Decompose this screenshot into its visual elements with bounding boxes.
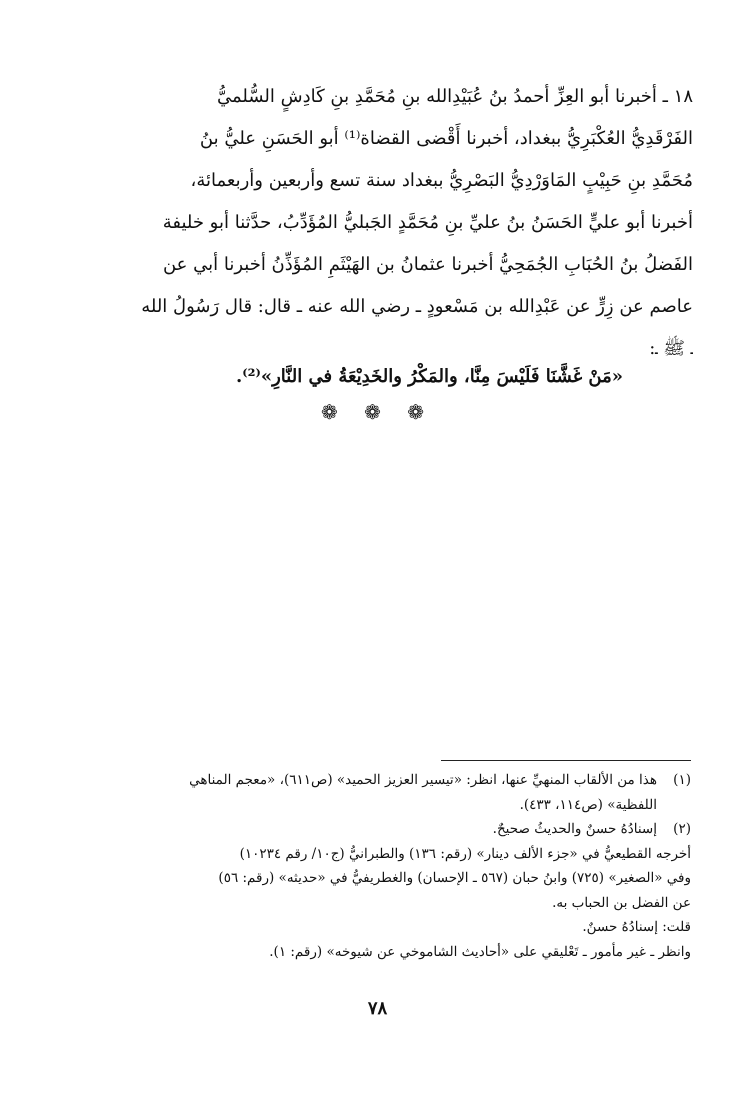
main-text-line: الفَرْقَدِيُّ العُكْبَرِيُّ ببغداد، أخبرنا أَقْضى القضاة⁽¹⁾ أبو الحَسَنِ عليُّ بنُ — [199, 128, 693, 149]
footnote-line: إسنادُهُ حسنٌ والحديثُ صحيحٌ. — [492, 821, 657, 837]
footnote-divider — [441, 760, 691, 761]
footnote-number: (١) — [673, 772, 691, 788]
footnote-2 — [86, 817, 691, 842]
main-text-line: ١٨ ـ أخبرنا أبو العِزِّ أحمدُ بنُ عُبَيْدِالله بنِ مُحَمَّدِ بنِ كَادِشٍ السُّلميُّ — [216, 86, 693, 107]
footnote-line: قلت: إسنادُهُ حسنٌ. — [582, 919, 691, 935]
footnotes — [86, 768, 691, 964]
main-text-line: الفَضلُ بنُ الحُبَابِ الجُمَحِيُّ أخبرنا عثمانُ بن الهَيْثَمِ المُؤَذِّنُ أخبرنا أبي عن — [162, 254, 693, 275]
main-text-line: ـ ﷺ ـ: — [649, 338, 693, 359]
footnote-1 — [86, 768, 691, 817]
footnote-line: أخرجه القطيعيُّ في «جزء الألف دينار» (رقم: ١٣٦) والطبرانيُّ (ج١٠/ رقم ١٠٢٣٤) — [239, 845, 691, 862]
footnote-line: عن الفضل بن الحباب به. — [552, 894, 691, 911]
main-text-line: عاصم عن زِرٍّ عن عَبْدِالله بن مَسْعودٍ ـ رضي الله عنه ـ قال: قال رَسُولُ الله — [141, 296, 693, 317]
footnote-line: اللفظية» (ص١١٤، ٤٣٣). — [519, 796, 657, 813]
section-separator: ❁ ❁ ❁ — [321, 400, 434, 424]
footnote-line: وفي «الصغير» (٧٢٥) وابنُ حبان (٥٦٧ ـ الإحسان) والغطريفيُّ في «حديثه» (رقم: ٥٦) — [218, 870, 691, 886]
footnote-line: وانظر ـ غير مأمور ـ تَعْليقي على «أحاديث الشاموخي عن شيوخه» (رقم: ١). — [269, 943, 691, 960]
footnote-line: هذا من الألقاب المنهيِّ عنها، انظر: «تيسير العزيز الحميد» (ص٦١١)، «معجم المناهي — [189, 772, 657, 788]
footnote-number: (٢) — [673, 821, 691, 837]
page-number: ٧٨ — [367, 998, 388, 1019]
main-text-line: أخبرنا أبو عليٍّ الحَسَنُ بنُ عليِّ بنِ مُحَمَّدٍ الجَبليُّ المُؤَدِّبُ، حدَّثنا أبو خليفة — [162, 212, 693, 233]
footnote-body — [86, 817, 657, 842]
hadith-text: «مَنْ غَشَّنَا فَلَيْسَ مِنَّا، والمَكْرُ والخَدِيْعَةُ في النَّارِ»⁽²⁾. — [235, 366, 623, 387]
main-text-line: مُحَمَّدِ بنِ حَبِيْبٍ المَاوَرْدِيُّ البَصْرِيُّ ببغداد سنة تسع وأربعين وأربعمائة، — [190, 170, 693, 191]
footnote-body — [86, 768, 657, 817]
main-text — [86, 76, 693, 370]
